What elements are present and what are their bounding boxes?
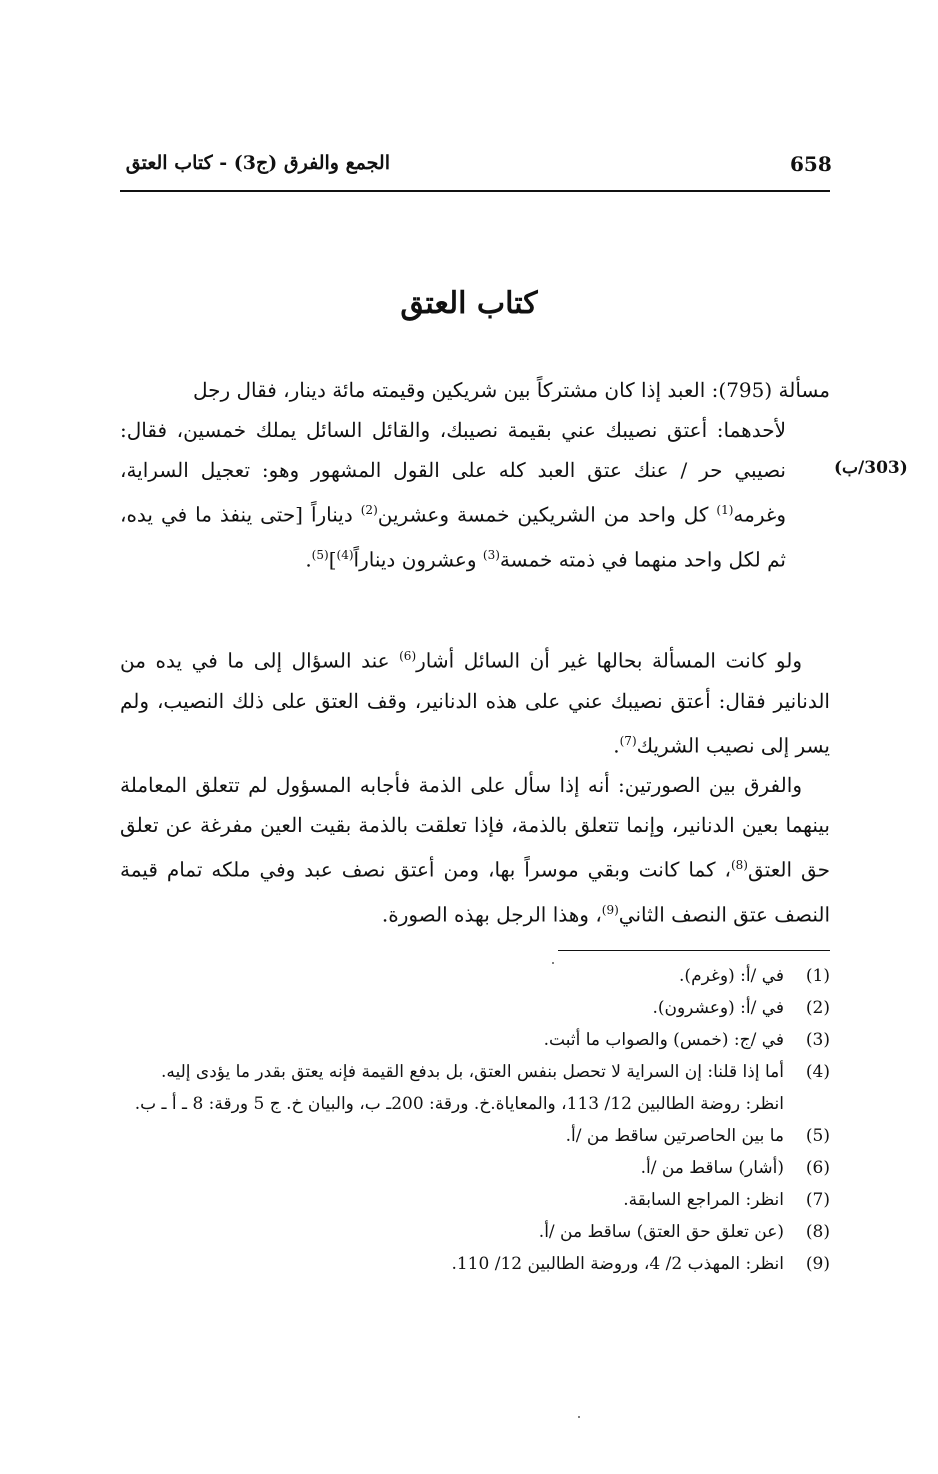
footnote-number: (6): [805, 1158, 830, 1178]
footnote-text: ما بين الحاصرتين ساقط من /أ.: [565, 1126, 784, 1146]
footnote-number: (2): [805, 998, 830, 1018]
paragraph-3: والفرق بين الصورتين: أنه إذا سأل على الذمة فأجابه المسؤول لم تتعلق المعاملة بينهما بعين الدنانير، وإنما تتعلق بالذمة، فإذا تعلقت بالذمة بقيت العين مفرغة عن تعلق حق العتق$^{(8)}$، كما كانت وبقي موسراً بها، ومن أعتق نصف عبد وفي ملكه تمام قيمة النصف عتق النصف الثاني$^{(9)}$، وهذا الرجل بهذه الصورة.: [120, 773, 830, 927]
footnote-number: (9): [805, 1254, 830, 1274]
footnote-rule: [558, 950, 830, 951]
scan-speck: [552, 962, 554, 964]
footnote-text: في /أ: (وعشرون).: [652, 998, 784, 1018]
footnote-text: (أشار) ساقط من /أ.: [640, 1158, 784, 1178]
footnote-number: (5): [805, 1126, 830, 1146]
margin-note: (303/ب): [834, 458, 908, 478]
footnote-item: [120, 1184, 830, 1216]
footnote-number: (8): [805, 1222, 830, 1242]
footnote-item: [120, 960, 830, 992]
scan-speck: [578, 1416, 580, 1418]
footnote-item: [120, 1056, 830, 1120]
footnotes-list: [120, 960, 830, 1280]
footnote-text: انظر: المهذب 2/ 4، وروضة الطالبين 12/ 110.: [451, 1254, 784, 1274]
footnote-item: [120, 1216, 830, 1248]
running-title: الجمع والفرق (ج3) - كتاب العتق: [125, 152, 390, 174]
paragraph-2: ولو كانت المسألة بحالها غير أن السائل أشار$^{(6)}$ عند السؤال إلى ما في يده من الدنانير فقال: أعتق نصيبك عني على هذه الدنانير، وقف العتق على ذلك النصيب، ولم يسر إلى نصيب الشريك$^{(7)}$.: [120, 648, 830, 758]
footnote-text: (عن تعلق حق العتق) ساقط من /أ.: [538, 1222, 784, 1242]
footnote-number: (1): [805, 966, 830, 986]
footnote-item: [120, 1248, 830, 1280]
chapter-title: كتاب العتق: [400, 286, 538, 321]
footnote-number: (4): [805, 1062, 830, 1082]
footnote-number: (3): [805, 1030, 830, 1050]
page-number: 658: [790, 152, 832, 176]
footnote-item: [120, 1120, 830, 1152]
footnote-text: في /ج: (خمس) والصواب ما أثبت.: [543, 1030, 784, 1050]
footnote-text: في /أ: (وغرم).: [679, 966, 784, 986]
footnote-text: انظر: المراجع السابقة.: [623, 1190, 784, 1210]
footnote-text: أما إذا قلنا: إن السراية لا تحصل بنفس العتق، بل بدفع القيمة فإنه يعتق بقدر ما يؤدى إليه. انظر: روضة الطالبين 12/ 113، والمعاياة.خ. ورقة: 200ـ ب، والبيان خ. ج 5 ورقة: 8 ـ أ ـ ب.: [134, 1062, 784, 1114]
footnote-item: [120, 1024, 830, 1056]
footnote-item: [120, 1152, 830, 1184]
header-rule: [120, 190, 830, 192]
footnote-item: [120, 992, 830, 1024]
footnote-number: (7): [805, 1190, 830, 1210]
paragraph-1: مسألة (795): العبد إذا كان مشتركاً بين شريكين وقيمته مائة دينار، فقال رجل لأحدهما: أعتق نصيبك عني بقيمة نصيبك، والقائل السائل يملك خمسين، فقال: نصيبي حر / عنك عتق العبد كله على القول المشهور وهو: تعجيل السراية، وغرمه$^{(1)}$ كل واحد من الشريكين خمسة وعشرين$^{(2)}$ ديناراً [حتى ينفذ ما في يده، ثم لكل واحد منهما في ذمته خمسة$^{(3)}$ وعشرون ديناراً$^{(4)}$]$^{(5)}$.: [120, 378, 830, 572]
